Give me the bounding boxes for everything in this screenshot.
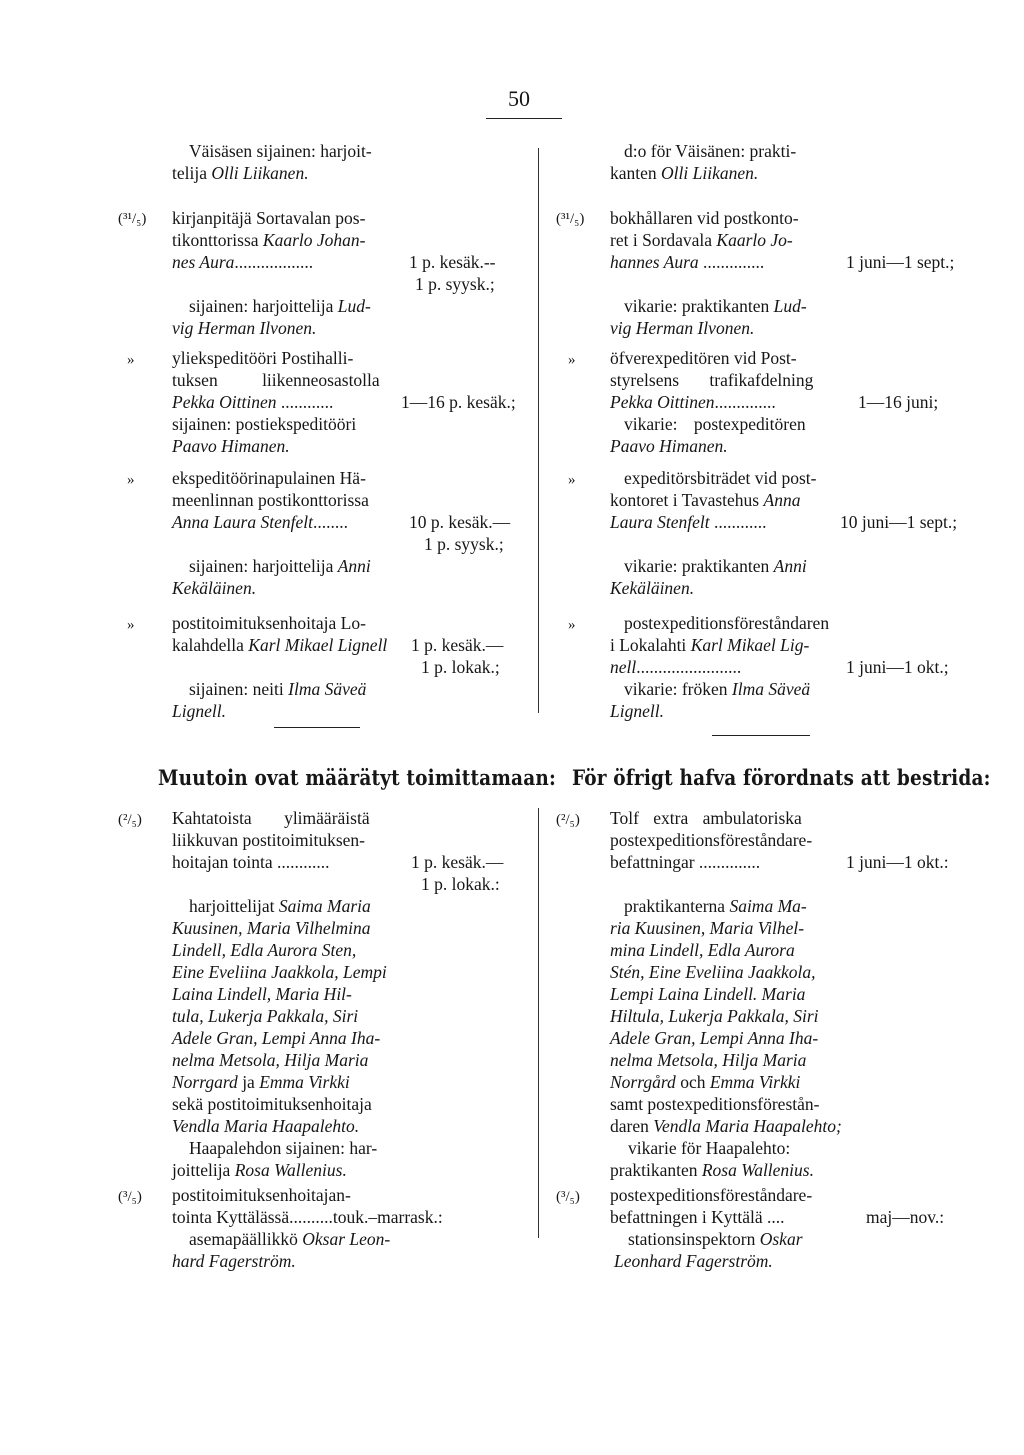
name-italic: Stén, Eine Eveliina Jaakkola, <box>610 962 816 982</box>
name-italic: Pekka Oittinen <box>610 392 715 412</box>
name-italic: Karl Mikael Lignell <box>248 635 388 655</box>
text-line: Tolf extra ambulatoriska <box>610 808 802 828</box>
period-text: 1 p. lokak.; <box>421 657 500 677</box>
text-line <box>172 577 256 600</box>
period-text: 1 p. kesäk.-- <box>409 252 496 272</box>
name-italic: Adele Gran, Lempi Anna Iha- <box>610 1028 819 1048</box>
text-span: ret i Sordavala <box>610 230 717 250</box>
text-line: sekä postitoimituksenhoitaja <box>172 1094 372 1114</box>
text-line <box>172 391 333 414</box>
name-italic: ria Kuusinen, Maria Vilhel- <box>610 918 805 938</box>
name-italic: Olli Liikanen. <box>211 163 309 183</box>
text-line: kirjanpitäjä Sortavalan pos- <box>172 208 366 228</box>
text-span: joittelija <box>172 1160 235 1180</box>
name-italic: Emma Virkki <box>709 1072 801 1092</box>
text-span: stationsinspektorn <box>628 1229 760 1249</box>
name-italic: Anna Laura Stenfelt <box>172 512 313 532</box>
text-span: vikarie: praktikanten <box>624 296 774 316</box>
text-line: vikarie för Haapalehto: <box>628 1138 791 1158</box>
text-line <box>172 1049 368 1072</box>
name-italic: Rosa Wallenius. <box>234 1160 347 1180</box>
text-line <box>610 391 776 414</box>
name-italic: Anni <box>773 556 807 576</box>
name-italic: tula, Lukerja Pakkala, Siri <box>172 1006 359 1026</box>
text-line: Väisäsen sijainen: harjoit- <box>189 141 372 161</box>
leader-dots: ............ <box>276 852 330 872</box>
name-italic: Oskar <box>759 1229 803 1249</box>
name-italic: Lindell, Edla Aurora Sten, <box>172 940 357 960</box>
text-span: praktikanterna <box>624 896 730 916</box>
text-span: i Lokalahti <box>610 635 691 655</box>
section-heading-left: Muutoin ovat määrätyt toimittamaan: <box>158 765 556 790</box>
text-line <box>610 1027 818 1050</box>
name-italic: Ilma Säveä <box>288 679 367 699</box>
ditto-mark: » <box>127 352 135 368</box>
text-line <box>172 511 348 534</box>
text-line <box>610 435 728 458</box>
column-divider-bottom <box>538 808 539 1238</box>
text-line: postexpeditionsföreståndaren <box>624 613 830 633</box>
text-line <box>610 577 694 600</box>
text-line <box>610 634 809 657</box>
text-span: vikarie: praktikanten <box>624 556 774 576</box>
name-italic: Emma Virkki <box>259 1072 350 1092</box>
text-line <box>172 1115 359 1138</box>
name-italic: nes Aura <box>172 252 235 272</box>
text-line <box>172 1159 347 1182</box>
section-heading-right: För öfrigt hafva förordnats att bestrida: <box>572 765 991 790</box>
name-italic: Laura Stenfelt <box>610 512 710 532</box>
text-line <box>172 162 309 185</box>
text-line <box>172 983 352 1006</box>
text-line: sijainen: postiekspeditööri <box>172 414 357 434</box>
name-italic: Eine Eveliina Jaakkola, Lempi <box>172 962 387 982</box>
text-line: liikkuvan postitoimituksen- <box>172 830 365 850</box>
text-line: expeditörsbiträdet vid post- <box>624 468 817 488</box>
name-italic: Anni <box>337 556 371 576</box>
text-line <box>624 555 807 578</box>
text-line <box>610 983 805 1006</box>
name-italic: vig Herman Ilvonen. <box>610 318 755 338</box>
name-italic: hard Fagerström. <box>172 1251 296 1271</box>
text-line <box>610 917 804 940</box>
date-mark: (³/₅) <box>556 1189 580 1205</box>
text-span: daren <box>610 1116 654 1136</box>
text-line <box>172 1250 296 1273</box>
text-span: sijainen: harjoittelija <box>189 556 338 576</box>
period-text: 1—16 juni; <box>858 392 939 412</box>
name-italic: Saima Maria <box>278 896 371 916</box>
text-line <box>614 1250 773 1273</box>
leader-dots: .............. <box>714 392 776 412</box>
page-number-rule <box>486 118 562 119</box>
text-line <box>610 656 741 679</box>
name-italic: Rosa Wallenius. <box>701 1160 814 1180</box>
date-mark: (³¹/₅) <box>118 211 147 227</box>
period-text: 1 p. lokak.: <box>421 874 500 894</box>
text-line <box>610 1159 814 1182</box>
text-line <box>610 489 800 512</box>
text-line: meenlinnan postikonttorissa <box>172 490 369 510</box>
period-text: 1 p. kesäk.— <box>411 635 504 655</box>
name-italic: Lud- <box>337 296 371 316</box>
text-line <box>189 678 366 701</box>
text-line <box>172 961 387 984</box>
column-divider-top <box>538 148 539 713</box>
text-line: postitoimituksenhoitajan- <box>172 1185 351 1205</box>
name-italic: Vendla Maria Haapalehto. <box>172 1116 360 1136</box>
text-line <box>610 162 758 185</box>
period-text: touk.–marrask.: <box>332 1207 443 1227</box>
text-span: och <box>675 1072 710 1092</box>
period-text: 1 p. syysk.; <box>424 534 504 554</box>
leader-dots: ............ <box>714 512 767 532</box>
text-line: yliekspeditööri Postihalli- <box>172 348 354 368</box>
period-text: 1 juni—1 okt.; <box>846 657 949 677</box>
text-span: sijainen: neiti <box>189 679 289 699</box>
text-span: tointa Kyttälässä <box>172 1207 290 1227</box>
text-line: vikarie: postexpeditören <box>624 414 806 434</box>
name-italic: Paavo Himanen. <box>172 436 290 456</box>
text-line <box>624 678 810 701</box>
text-span: sijainen: harjoittelija <box>189 296 338 316</box>
leader-dots: .................. <box>234 252 314 272</box>
text-line <box>610 1049 806 1072</box>
ditto-mark: » <box>127 472 135 488</box>
date-mark: (³¹/₅) <box>556 211 585 227</box>
name-italic: Lignell. <box>610 701 664 721</box>
text-line <box>610 1005 819 1028</box>
name-italic: Saima Ma- <box>729 896 807 916</box>
text-span: kalahdella <box>172 635 249 655</box>
text-line <box>610 700 664 723</box>
text-line <box>172 229 365 252</box>
name-italic: Adele Gran, Lempi Anna Iha- <box>172 1028 381 1048</box>
leader-dots: ........................ <box>636 657 742 677</box>
text-line: tuksen liikenneosastolla <box>172 370 380 390</box>
name-italic: Kekäläinen. <box>610 578 695 598</box>
name-italic: vig Herman Ilvonen. <box>172 318 317 338</box>
ditto-mark: » <box>127 617 135 633</box>
text-line <box>189 895 371 918</box>
text-line <box>610 851 760 874</box>
text-line <box>172 634 387 657</box>
text-line: d:o för Väisänen: prakti- <box>624 141 797 161</box>
page-number: 50 <box>508 86 530 111</box>
date-mark: (²/₅) <box>556 812 580 828</box>
name-italic: Kaarlo Jo- <box>716 230 793 250</box>
text-line <box>610 961 816 984</box>
period-text: 1 juni—1 okt.: <box>846 852 949 872</box>
text-line <box>610 1115 842 1138</box>
name-italic: Lempi Laina Lindell. Maria <box>610 984 806 1004</box>
text-line <box>610 1071 800 1094</box>
text-line: Haapalehdon sijainen: har- <box>189 1138 378 1158</box>
text-line <box>189 555 371 578</box>
name-italic: nell <box>610 657 637 677</box>
leader-dots: .............. <box>698 852 761 872</box>
date-mark: (³/₅) <box>118 1189 142 1205</box>
name-italic: nelma Metsola, Hilja Maria <box>172 1050 369 1070</box>
text-line <box>628 1228 803 1251</box>
name-italic: Hiltula, Lukerja Pakkala, Siri <box>610 1006 819 1026</box>
period-text: 10 juni—1 sept.; <box>840 512 958 532</box>
text-line: postexpeditionsföreståndare- <box>610 1185 813 1205</box>
ditto-mark: » <box>568 352 576 368</box>
name-italic: Anna <box>763 490 801 510</box>
text-line <box>610 229 793 252</box>
text-line <box>172 251 313 274</box>
leader-dots: ............ <box>280 392 334 412</box>
ditto-mark: » <box>568 617 576 633</box>
text-line <box>189 295 371 318</box>
name-italic: Olli Liikanen. <box>661 163 759 183</box>
text-span: praktikanten <box>610 1160 702 1180</box>
name-italic: nelma Metsola, Hilja Maria <box>610 1050 807 1070</box>
text-line <box>172 700 226 723</box>
text-span: befattningen i Kyttälä <box>610 1207 763 1227</box>
text-span: kontoret i Tavastehus <box>610 490 764 510</box>
text-line <box>172 851 329 874</box>
text-line: samt postexpeditionsförestån- <box>610 1094 820 1114</box>
text-line <box>610 251 764 274</box>
text-line <box>624 295 807 318</box>
name-italic: Kekäläinen. <box>172 578 257 598</box>
date-mark: (²/₅) <box>118 812 142 828</box>
name-italic: Oksar Leon- <box>302 1229 391 1249</box>
text-line <box>189 1228 390 1251</box>
separator-rule <box>274 727 360 728</box>
name-italic: Lignell. <box>172 701 226 721</box>
text-span: ja <box>237 1072 260 1092</box>
text-line <box>172 939 356 962</box>
text-span: vikarie: fröken <box>624 679 732 699</box>
text-line: styrelsens trafikafdelning <box>610 370 814 390</box>
text-span: kanten <box>610 163 662 183</box>
text-span: telija <box>172 163 212 183</box>
text-line <box>172 435 290 458</box>
name-italic: Norrgård <box>610 1072 676 1092</box>
text-line <box>172 1206 443 1229</box>
name-italic: Ilma Säveä <box>731 679 811 699</box>
ditto-mark: » <box>568 472 576 488</box>
text-span: asemapäällikkö <box>189 1229 303 1249</box>
text-line: Kahtatoista ylimääräistä <box>172 808 370 828</box>
period-text: 1 p. kesäk.— <box>411 852 504 872</box>
name-italic: Paavo Himanen. <box>610 436 728 456</box>
text-line: postexpeditionsföreståndare- <box>610 830 813 850</box>
name-italic: hannes Aura <box>610 252 699 272</box>
text-line <box>172 1071 350 1094</box>
period-text: 1 juni—1 sept.; <box>846 252 955 272</box>
leader-dots: .... <box>766 1207 785 1227</box>
period-text: 1—16 p. kesäk.; <box>401 392 516 412</box>
text-line <box>172 917 370 940</box>
text-line <box>172 1027 380 1050</box>
text-line: ekspeditöörinapulainen Hä- <box>172 468 366 488</box>
period-text: 1 p. syysk.; <box>415 274 495 294</box>
text-span: hoitajan tointa <box>172 852 273 872</box>
name-italic: Lud- <box>773 296 807 316</box>
leader-dots: .............. <box>703 252 765 272</box>
leader-dots: ........ <box>312 512 348 532</box>
name-italic: Kaarlo Johan- <box>262 230 366 250</box>
text-line: öfverexpeditören vid Post- <box>610 348 797 368</box>
text-line <box>172 1005 358 1028</box>
text-span: harjoittelijat <box>189 896 279 916</box>
text-span: befattningar <box>610 852 695 872</box>
name-italic: Norrgard <box>172 1072 238 1092</box>
name-italic: Vendla Maria Haapalehto; <box>653 1116 842 1136</box>
text-line <box>610 939 795 962</box>
name-italic: Leonhard Fagerström. <box>614 1251 773 1271</box>
text-line: postitoimituksenhoitaja Lo- <box>172 613 366 633</box>
text-line <box>610 317 754 340</box>
text-line <box>172 317 316 340</box>
name-italic: Karl Mikael Lig- <box>690 635 810 655</box>
separator-rule <box>712 735 810 736</box>
leader-dots: .......... <box>289 1207 333 1227</box>
name-italic: Kuusinen, Maria Vilhelmina <box>172 918 371 938</box>
text-span: tikonttorissa <box>172 230 263 250</box>
text-line <box>624 895 807 918</box>
name-italic: Pekka Oittinen <box>172 392 277 412</box>
name-italic: Laina Lindell, Maria Hil- <box>172 984 352 1004</box>
period-text: 10 p. kesäk.— <box>409 512 511 532</box>
text-line <box>610 511 767 534</box>
text-line: bokhållaren vid postkonto- <box>610 208 799 228</box>
period-text: maj—nov.: <box>866 1207 945 1227</box>
text-line <box>610 1206 784 1229</box>
name-italic: mina Lindell, Edla Aurora <box>610 940 795 960</box>
